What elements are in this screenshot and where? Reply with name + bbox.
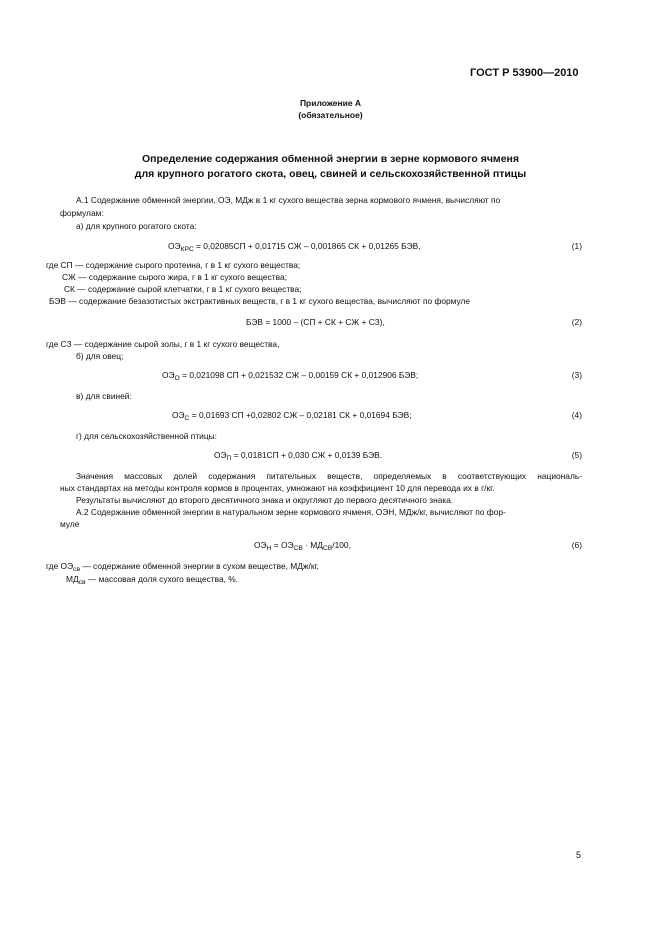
paragraph-a2-line2: муле — [60, 519, 80, 529]
equation-4: $ОЭ_С = 0,01693$ СП +0,02802 СЖ – 0,02181 СК + 0,01694 БЭВ; — [172, 410, 412, 422]
where-sk: СК — содержание сырой клетчатки, г в 1 кг сухого вещества; — [64, 284, 302, 294]
equation-5: $ОЭ_П = 0,0181СП + 0,030$ СЖ + 0,0139 БЭВ. — [214, 450, 383, 462]
page-number: 5 — [576, 850, 582, 860]
equation-2-number: (2) — [571, 317, 582, 327]
paragraph-a1-line1: А.1 Содержание обменной энергии, ОЭ, МДж в 1 кг сухого вещества зерна кормового ячменя, вычисляют по — [76, 195, 501, 205]
annex-title: Приложение А — [299, 98, 362, 108]
paragraph-values-line1: Значения массовых долей содержания питательных веществ, определяемых в соответствующих националь- — [76, 471, 582, 481]
equation-5-number: (5) — [571, 450, 582, 460]
where-md-sv: $МД_{св}$ — массовая доля сухого вещества, %. — [66, 574, 239, 586]
where-sz: где СЗ — содержание сырой золы, г в 1 кг сухого вещества, — [46, 339, 280, 349]
paragraph-a1-line2: формулам: — [60, 208, 104, 218]
equation-2: БЭВ = 1000 – (СП + СК + СЖ + СЗ), — [246, 317, 385, 327]
list-item-a: а) для крупного рогатого скота: — [76, 221, 197, 231]
section-title-line2: для крупного рогатого скота, овец, свиней и сельскохозяйственной птицы — [134, 168, 527, 180]
equation-6-number: (6) — [571, 540, 582, 550]
annex-status: (обязательное) — [298, 110, 363, 120]
where-bev: БЭВ — содержание безазотистых экстрактивных веществ, г в 1 кг сухого вещества, вычисляют по формуле — [49, 296, 471, 306]
equation-4-number: (4) — [571, 410, 582, 420]
list-item-g: г) для сельскохозяйственной птицы: — [76, 431, 217, 441]
equation-1: $ОЭ_{КРС} = 0,02085СП + 0,01715$ СЖ – 0,001865 СК + 0,01265 БЭВ, — [168, 241, 421, 253]
paragraph-values-line2: ных стандартах на методы контроля кормов в процентах, умножают на коэффициент 10 для перевода их в г/кг. — [60, 483, 495, 493]
where-szh: СЖ — содержание сырого жира, г в 1 кг сухого вещества; — [62, 272, 287, 282]
paragraph-results: Результаты вычисляют до второго десятичного знака и округляют до первого десятичного знака. — [76, 495, 454, 505]
equation-1-number: (1) — [571, 241, 582, 251]
document-code: ГОСТ Р 53900—2010 — [470, 67, 579, 79]
list-item-v: в) для свиней: — [76, 391, 132, 401]
equation-6: $ОЭ_Н = ОЭ_{СВ} \cdot МД_{СВ}/100$, — [254, 540, 351, 552]
paragraph-a2-line1: А.2 Содержание обменной энергии в натуральном зерне кормового ячменя, ОЭН, МДж/кг, вычисляют по фор- — [76, 507, 506, 517]
section-title-line1: Определение содержания обменной энергии в зерне кормового ячменя — [141, 153, 520, 165]
where-oe-sv: где $ОЭ_{св}$ — содержание обменной энергии в сухом веществе, МДж/кг, — [46, 561, 319, 573]
where-sp: где СП — содержание сырого протеина, г в 1 кг сухого вещества; — [46, 260, 301, 270]
equation-3: $ОЭ_О = 0,021098$ СП + 0,021532 СЖ – 0,00159 СК + 0,012906 БЭВ; — [162, 370, 419, 382]
list-item-b: б) для овец; — [76, 351, 124, 361]
equation-3-number: (3) — [571, 370, 582, 380]
